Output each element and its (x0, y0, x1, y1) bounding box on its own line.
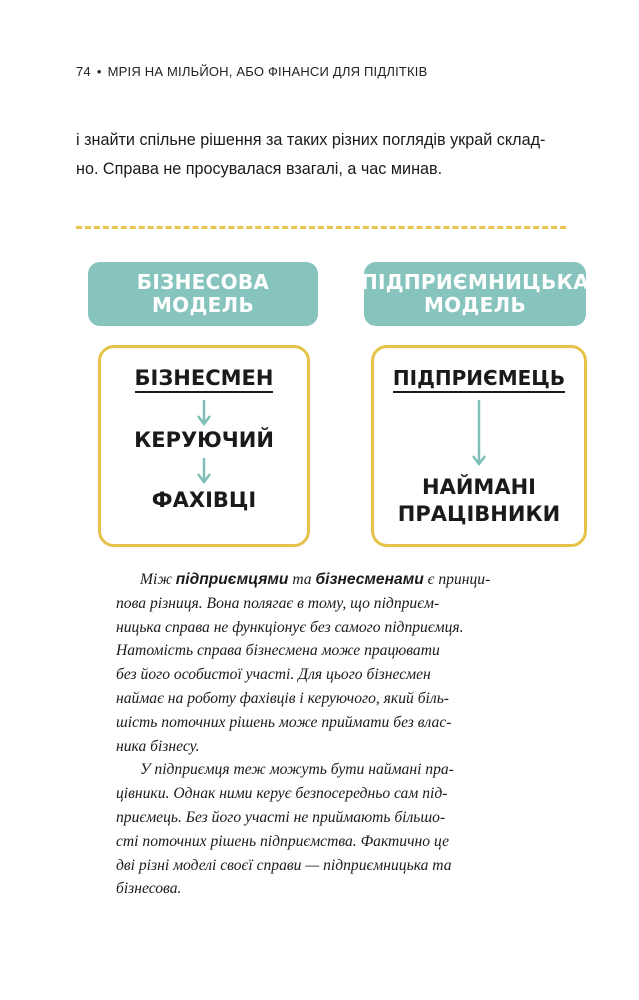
arrow-down-icon (469, 398, 489, 468)
entrepreneur-model-label-line2: МОДЕЛЬ (423, 293, 527, 317)
running-title: МРІЯ НА МІЛЬЙОН, АБО ФІНАНСИ ДЛЯ ПІДЛІТКІВ (107, 64, 428, 79)
body-line: приємець. Без його участі не приймають більшо- (116, 808, 446, 826)
running-header (76, 64, 428, 79)
body-line: Натомість справа бізнесмена може працювати (116, 642, 440, 660)
intro-paragraph (76, 126, 606, 184)
business-model-label (88, 262, 318, 326)
body-line: бізнесова. (116, 880, 182, 898)
body-line: без його особистої участі. Для цього бізнесмен (116, 666, 431, 684)
header-bullet: • (96, 64, 102, 79)
body-text-run: є принци- (423, 571, 491, 588)
body-line (116, 568, 606, 592)
page-number: 74 (76, 64, 91, 79)
body-line: шість поточних рішень може приймати без влас- (116, 713, 452, 731)
body-line: У підприємця теж можуть бути наймані пра- (140, 761, 454, 779)
role-entrepreneur-text: ПІДПРИЄМЕЦЬ (393, 366, 565, 393)
intro-line: і знайти спільне рішення за таких різних поглядів украй склад- (76, 131, 546, 149)
body-line: ницька справа не функціонує без самого підприємця. (116, 618, 464, 636)
entrepreneur-model-label-line1: ПІДПРИЄМНИЦЬКА (361, 270, 590, 294)
entrepreneur-model-box (371, 345, 587, 547)
role-businessman-text: БІЗНЕСМЕН (135, 366, 274, 393)
body-line: ника бізнесу. (116, 737, 200, 755)
body-line: цівники. Однак ними керує безпосередньо сам під- (116, 785, 448, 803)
role-businessman (101, 366, 307, 390)
body-line: пова різниця. Вона полягає в тому, що підприєм- (116, 594, 440, 612)
body-text-run: Між (140, 571, 176, 588)
role-hired-workers-line1: НАЙМАНІ (422, 475, 536, 499)
entrepreneur-model-label (361, 262, 590, 326)
body-line: сті поточних рішень підприємства. Фактично це (116, 832, 450, 850)
intro-line: но. Справа не просувалася взагалі, а час минав. (76, 160, 443, 178)
term-entrepreneurs: підприємцями (175, 571, 289, 588)
arrow-down-icon (194, 456, 214, 486)
arrow-down-icon (194, 398, 214, 428)
role-hired-workers-line2: ПРАЦІВНИКИ (397, 502, 561, 526)
role-hired-workers (374, 474, 584, 528)
business-model-label-line1: БІЗНЕСОВА (136, 270, 270, 294)
business-model-box (98, 345, 310, 547)
term-businessmen: бізнесменами (315, 571, 424, 588)
body-paragraphs (116, 568, 606, 901)
body-line: дві різні моделі своєї справи — підприємницька та (116, 856, 452, 874)
body-text-run: та (288, 571, 316, 588)
dashed-divider (76, 226, 566, 229)
role-manager: КЕРУЮЧИЙ (134, 428, 274, 452)
business-model-label-line2: МОДЕЛЬ (151, 293, 255, 317)
role-specialists: ФАХІВЦІ (151, 488, 257, 512)
role-entrepreneur (374, 366, 584, 390)
body-line: наймає на роботу фахівців і керуючого, який біль- (116, 689, 449, 707)
